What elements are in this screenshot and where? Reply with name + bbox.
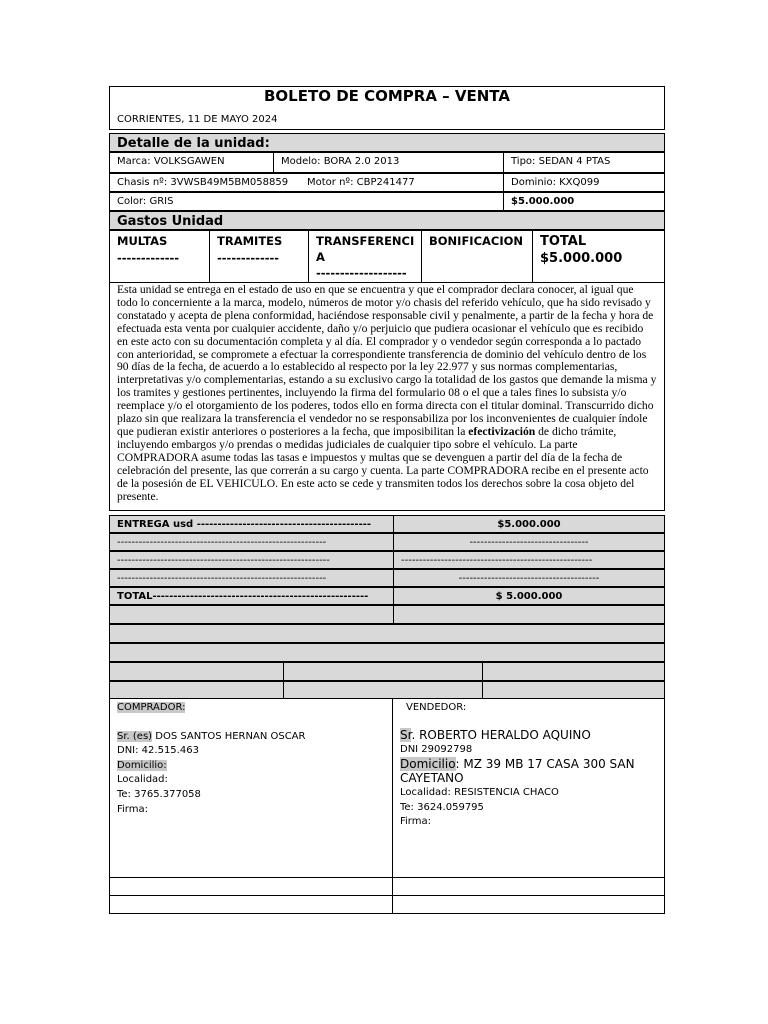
payment-row-4-right: --------------------------------------- <box>393 570 664 586</box>
payment-row-3-left: ----------------------------------------------------------- <box>117 555 330 566</box>
signature-row-2-right <box>392 896 664 913</box>
tipo-field: Tipo: SEDAN 4 PTAS <box>503 153 664 172</box>
signature-row-1-right <box>392 878 664 895</box>
parties-block <box>109 698 665 878</box>
gastos-heading: Gastos Unidad <box>109 211 665 230</box>
blank-row-3-right <box>482 663 664 680</box>
blank-row-1 <box>109 624 665 643</box>
payment-row-2-right: --------------------------------- <box>393 534 664 550</box>
payment-row-empty-1-right <box>393 606 664 623</box>
buyer-signature: Firma: <box>117 803 148 815</box>
seller-sr-prefix: Sr <box>400 727 412 742</box>
buyer-sr-prefix: Sr. (es) <box>117 730 153 742</box>
buyer-localidad: Localidad: <box>117 774 168 786</box>
multas-cell <box>110 231 210 282</box>
blank-row-2 <box>109 643 665 662</box>
transferencia-label-1: TRANSFERENCI <box>316 234 415 248</box>
detalle-row-2 <box>109 173 665 192</box>
signature-row-2 <box>109 895 665 914</box>
seller-phone: Te: 3624.059795 <box>400 801 484 813</box>
payment-row-entrega <box>109 515 665 533</box>
legal-text-part-1: Esta unidad se entrega en el estado de uso en que se encuentra y que el comprador declara conocer, al igual que todo lo concerniente a la marca, modelo, números de motor y/o chasis del referido vehículo, que ha sido revisado y constatado y acepta de plena conformidad, haciéndose responsable civil y penalmente, a partir de la fecha y hora de efectuada esta venta por cualquier accidente, daño y/o perjuicio que pudiera ocasionar el vehículo que es recibido en este acto con su documentación completa y al día. El comprador y o vendedor según corresponda a lo pactado con anterioridad, se compromete a efectuar la correspondiente transferencia de dominio del vehículo dentro de los 90 días de la fecha, de acuerdo a lo establecido al respecto por la ley 22.977 y sus normas complementarias, interpretativas y/o complementarias, estando a su exclusivo cargo la totalidad de los gastos que demande la misma y los tramites y gestiones pertinentes, incluyendo la firma del formulario 08 o el que a tales fines lo subsista y/o reemplace y/o el otorgamiento de los poderes, todos ello en forma directa con el titular dominal. Transcurrido dicho plazo sin que realizara la transferencia el vendedor no se responsabiliza por los inconvenientes de cualquier índole que pudieran existir anteriores o posteriores a la fecha, que imposibilitan la <box>117 283 657 438</box>
marca-field: Marca: VOLKSGAWEN <box>117 156 225 167</box>
seller-section <box>392 699 664 877</box>
seller-domicilio-label: Domicilio <box>400 757 456 772</box>
detalle-row-1 <box>109 152 665 173</box>
entrega-label: ENTREGA usd ------------------------------------------ <box>117 519 372 530</box>
transferencia-label-2: A <box>316 250 325 264</box>
payment-total-value: $ 5.000.000 <box>393 588 664 604</box>
total-cell <box>532 231 664 282</box>
legal-text-part-2: de dicho trámite, incluyendo embargos y/o prendas o medidas judiciales de cualquier tipo sobre el vehículo. La parte COMPRADORA asume todas las tasas e impuestos y multas que se devenguen a partir del día de la fecha de celebración del presente, las que correrán a su cargo y cuenta. La parte COMPRADORA recibe en el presente acto de la posesión de EL VEHICULO. En este acto se cede y transmiten todos los derechos sobre la cosa objeto del presente. <box>117 424 649 503</box>
transferencia-cell <box>308 231 422 282</box>
payment-row-3 <box>109 551 665 569</box>
tramites-value: ------------- <box>217 251 280 265</box>
bonificacion-cell <box>421 231 533 282</box>
seller-heading: VENDEDOR: <box>406 702 467 713</box>
detalle-heading: Detalle de la unidad: <box>109 133 665 152</box>
sale-contract <box>109 86 665 914</box>
multas-value: ------------- <box>117 251 180 265</box>
tramites-cell <box>209 231 308 282</box>
payment-total-label: TOTAL---------------------------------------------------- <box>117 591 369 602</box>
motor-field: Motor nº: CBP241477 <box>307 177 415 188</box>
blank-row-3 <box>109 662 665 681</box>
blank-row-4 <box>109 681 665 699</box>
seller-signature: Firma: <box>400 816 431 828</box>
place-date: CORRIENTES, 11 DE MAYO 2024 <box>117 114 278 125</box>
buyer-heading: COMPRADOR: <box>117 702 186 713</box>
seller-domicilio-value: : MZ 39 MB 17 CASA 300 SAN CAYETANO <box>400 757 635 786</box>
color-field: Color: GRIS <box>117 196 174 207</box>
buyer-domicilio: Domicilio: <box>117 759 167 771</box>
blank-row-4-right <box>482 682 664 698</box>
buyer-section <box>110 699 393 877</box>
modelo-field: Modelo: BORA 2.0 2013 <box>273 153 503 172</box>
gastos-table <box>109 230 665 283</box>
chasis-field: Chasis nº: 3VWSB49M5BM058859 <box>117 177 289 188</box>
payment-row-2 <box>109 533 665 551</box>
tramites-label: TRAMITES <box>217 234 283 248</box>
document-title: BOLETO DE COMPRA – VENTA <box>264 87 510 105</box>
header-block <box>109 86 665 130</box>
total-value: $5.000.000 <box>540 251 623 266</box>
transferencia-value: ------------------- <box>316 266 407 280</box>
buyer-dni: DNI: 42.515.463 <box>117 745 199 757</box>
dominio-field: Dominio: KXQ099 <box>503 174 664 191</box>
legal-clauses <box>109 282 665 511</box>
seller-name: . ROBERTO HERALDO AQUINO <box>411 727 591 742</box>
detalle-row-3 <box>109 192 665 211</box>
seller-dni: DNI 29092798 <box>400 743 473 755</box>
price-field: $5.000.000 <box>503 193 664 210</box>
multas-label: MULTAS <box>117 234 168 248</box>
entrega-value: $5.000.000 <box>393 516 664 532</box>
blank-row-3-mid <box>283 663 483 680</box>
payment-row-3-right: ----------------------------------------------------- <box>393 552 664 568</box>
legal-text-bold: efectivización <box>468 424 536 438</box>
buyer-phone: Te: 3765.377058 <box>117 788 201 800</box>
total-label: TOTAL <box>540 234 587 249</box>
payment-row-total <box>109 587 665 605</box>
payment-row-2-left: ---------------------------------------------------------- <box>117 537 327 548</box>
payment-row-4 <box>109 569 665 587</box>
bonificacion-label: BONIFICACION <box>429 234 524 248</box>
seller-localidad: Localidad: RESISTENCIA CHACO <box>400 787 559 799</box>
payment-row-empty-1 <box>109 605 665 624</box>
blank-row-4-mid <box>283 682 483 698</box>
payment-row-4-left: ---------------------------------------------------------- <box>117 573 327 584</box>
signature-row-1 <box>109 877 665 896</box>
buyer-name: DOS SANTOS HERNAN OSCAR <box>152 730 306 742</box>
